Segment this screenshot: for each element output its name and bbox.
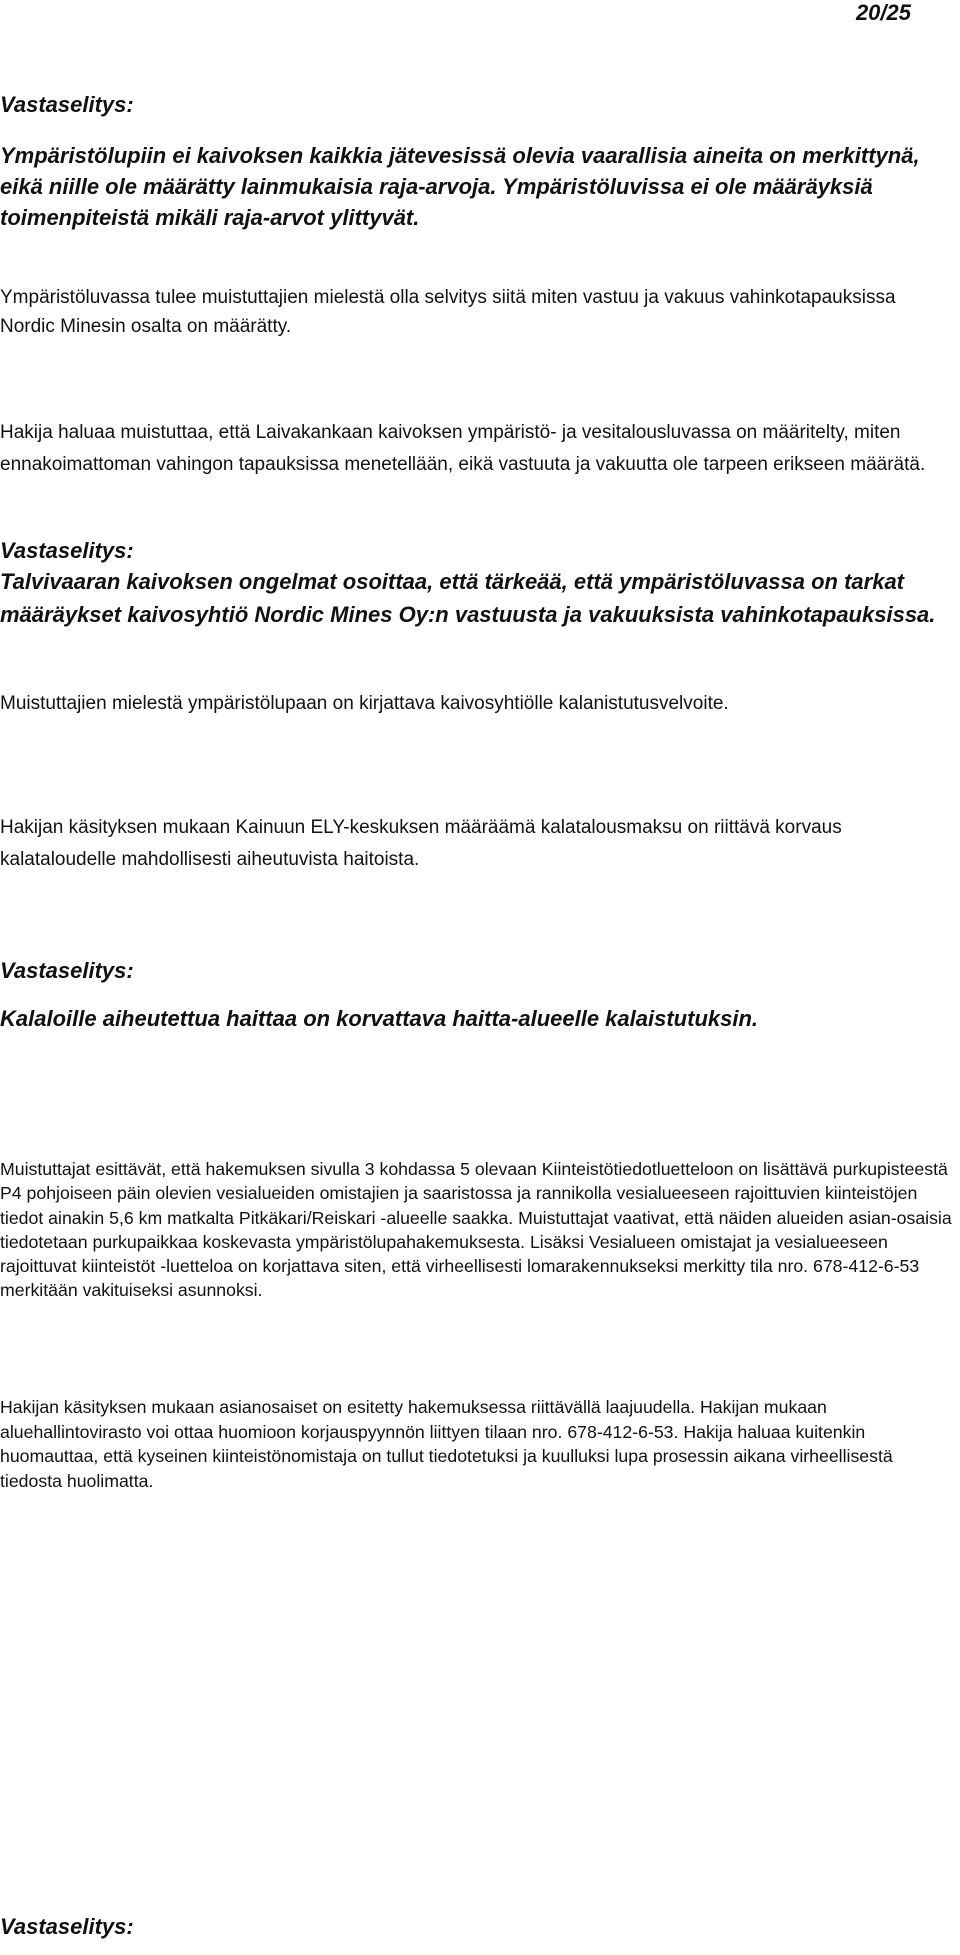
page-number: 20/25: [855, 0, 911, 25]
reply-text: Ympäristölupiin ei kaivoksen kaikkia jätevesissä olevia vaarallisia aineita on merkittynä, eikä niille ole määrätty lainmukaisia raja-arvoja. Ympäristöluvissa ei ole määräyksiä toimenpiteistä mikäli raja-arvot ylittyvät.: [0, 143, 920, 230]
applicant-response-paragraph: Hakijan käsityksen mukaan asianosaiset on esitetty hakemuksessa riittävällä laajuudella. Hakijan mukaan aluehallintovirasto voi ottaa huomioon korjauspyynnön liittyen tilaan nro. 678-412-6-53. Hakija haluaa kuitenkin huomauttaa, että kyseinen kiinteistönomistaja on tullut tiedotetuksi ja kuulluksi lupa prosessin aikana virheellisestä tiedosta huolimatta.: [0, 1397, 893, 1491]
objection-paragraph: Muistuttajat esittävät, että hakemuksen sivulla 3 kohdassa 5 olevaan Kiinteistötiedotluetteloon on lisättävä purkupisteestä P4 pohjoiseen päin olevien vesialueiden omistajien ja saaristossa ja rannikolla vesialueeseen rajoittuvien kiinteistöjen tiedot ainakin 5,6 km matkalta Pitkäkari/Reiskari -alueelle saakka. Muistuttajat vaativat, että näiden alueiden asian-osaisia tiedotetaan purkupaikkaa koskevasta ympäristölupahakemuksesta. Lisäksi Vesialueen omistajat ja vesialueeseen rajoittuvat kiinteistöt -luetteloa on korjattava siten, että virheellisesti lomarakennukseksi merkitty tila nro. 678-412-6-53 merkitään vakituiseksi asunnoksi.: [0, 1159, 952, 1301]
objection-paragraph: Muistuttajien mielestä ympäristölupaan on kirjattava kaivosyhtiölle kalanistutusvelvoite.: [0, 693, 729, 714]
reply-heading: Vastaselitys:: [0, 1914, 134, 1939]
reply-text: Kalaloille aiheutettua haittaa on korvattava haitta-alueelle kalaistutuksin.: [0, 1006, 759, 1031]
applicant-response-paragraph: Hakijan käsityksen mukaan Kainuun ELY-keskuksen määräämä kalatalousmaksu on riittävä korvaus kalataloudelle mahdollisesti aiheutuvista haitoista.: [0, 817, 842, 870]
reply-heading: Vastaselitys:: [0, 958, 134, 983]
applicant-response-paragraph: Hakija haluaa muistuttaa, että Laivakankaan kaivoksen ympäristö- ja vesitalousluvassa on määritelty, miten ennakoimattoman vahingon tapauksissa menetellään, eikä vastuuta ja vakuutta ole tarpeen erikseen määrätä.: [0, 422, 926, 475]
reply-heading: Vastaselitys:: [0, 92, 134, 117]
objection-paragraph: Ympäristöluvassa tulee muistuttajien mielestä olla selvitys siitä miten vastuu ja vakuus vahinkotapauksissa Nordic Minesin osalta on määrätty.: [0, 287, 896, 337]
reply-heading: Vastaselitys:: [0, 538, 134, 563]
reply-text: Talvivaaran kaivoksen ongelmat osoittaa, että tärkeää, että ympäristöluvassa on tarkat määräykset kaivosyhtiö Nordic Mines Oy:n vastuusta ja vakuuksista vahinkotapauksissa.: [0, 569, 936, 627]
